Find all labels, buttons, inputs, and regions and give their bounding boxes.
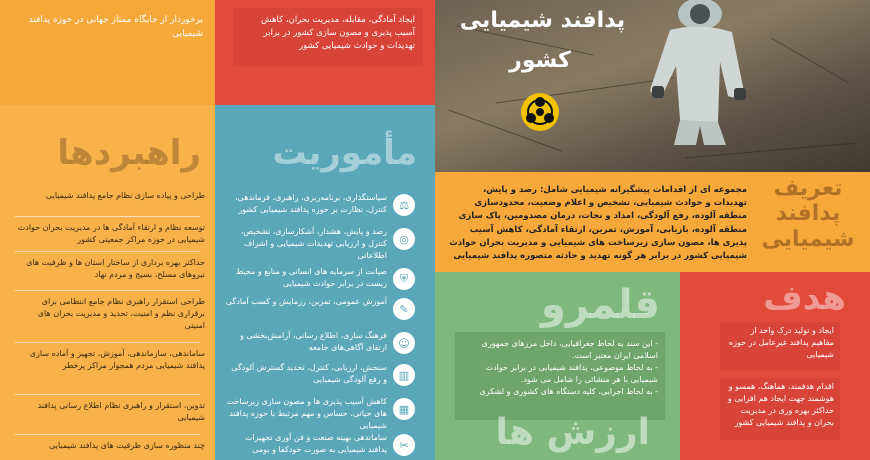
tools-icon: ✂ — [393, 434, 415, 456]
radar-icon: ◎ — [393, 228, 415, 250]
hero-title: پدافند شیمیایی — [459, 8, 626, 33]
strategy-item: حداکثر بهره برداری از ساختار استان ها و ظرفیت های نیروهای مسلح، بسیج و مردم نهاد — [26, 258, 205, 279]
divider — [15, 394, 200, 395]
divider — [15, 251, 200, 252]
goal-item: ایجاد و تولید درک واحد از مفاهیم پدافند غیرعامل در حوزه شیمیایی — [720, 322, 840, 370]
mission-heading: مأموریت — [272, 133, 417, 173]
divider — [15, 216, 200, 217]
chart-icon: ▥ — [393, 364, 415, 386]
training-icon: ✎ — [393, 298, 415, 320]
building-icon: ▦ — [393, 398, 415, 420]
values-heading: ارزش ها — [495, 412, 650, 453]
shield-icon: ⛨ — [393, 268, 415, 290]
mission-statement-box — [233, 8, 423, 66]
strategies-heading: راهبردها — [57, 133, 201, 173]
mission-item: فرهنگ سازی، اطلاع رسانی، آرامش‌بخشی و ارتقای آگاهی‌های جامعه — [239, 331, 387, 352]
goal-item: اقدام هدفمند، هماهنگ، همسو و هوشمند جهت ایجاد هم افزایی و حداکثر بهره وری در مدیریت بحران و پدافند شیمیایی کشور — [720, 378, 840, 440]
definition-panel — [435, 172, 870, 272]
scope-heading: قلمرو — [540, 282, 660, 328]
mission-statement-panel — [215, 0, 435, 105]
definition-heading: تعریف پدافند شیمیایی — [761, 176, 855, 252]
mission-item: آموزش عمومی، تمرین، رزمایش و کسب آمادگی — [225, 297, 387, 306]
strategy-item: طراحی و پیاده سازی نظام جامع پدافند شیمیایی — [45, 191, 205, 200]
strategy-item: توسعه نظام و ارتقاء آمادگی ها در مدیریت بحران حوادث شیمیایی در حوزه مراکز جمعیتی کشور — [17, 223, 205, 244]
mission-item: سنجش، ارزیابی، کنترل، تحدید گسترش آلودگی و رفع آلودگی شیمیایی — [231, 363, 387, 384]
goal-heading: هدف — [763, 278, 846, 318]
gavel-icon: ⚖ — [393, 194, 415, 216]
hero-subtitle: کشور — [509, 48, 571, 73]
mission-statement-text: ایجاد آمادگی، مقابله، مدیریت بحران، کاهش آسیب پذیری و مصون سازی کشور در برابر تهدیدات و حوادث شیمیایی کشور — [261, 15, 415, 52]
mission-item: سیاستگذاری، برنامه‌ریزی، راهبری، فرماندهی، کنترل، نظارت بر حوزه پدافند شیمیایی کشور — [235, 193, 387, 214]
divider — [15, 342, 200, 343]
vision-panel — [0, 0, 215, 105]
strategy-item: تدوین، استقرار و راهبری نظام اطلاع رسانی پدافند شیمیایی — [37, 401, 205, 422]
chemical-hazard-icon — [520, 92, 560, 132]
mission-item: کاهش آسیب پذیری ها و مصون سازی زیرساخت های حیاتی، حساس و مهم مرتبط با حوزه پدافند شیمیایی — [226, 397, 387, 430]
culture-icon: ☺ — [393, 332, 415, 354]
mission-item: صیانت از سرمایه های انسانی و منابع و محیط زیست در برابر حوادث شیمیایی — [235, 267, 387, 288]
scope-text — [462, 338, 658, 398]
vision-text: برخوردار از جایگاه ممتاز جهانی در حوزه پدافند شیمیایی — [28, 15, 203, 39]
hazmat-person-illustration — [640, 0, 760, 150]
mission-item: ساماندهی بهینه صنعت و فن آوری تجهیزات پدافند شیمیایی به صورت خودکفا و بومی — [244, 433, 387, 454]
definition-text: مجموعه ای از اقدامات پیشگیرانه شیمیایی شامل: رصد و پایش، تهدیدات و حوادث شیمیایی، تشخیص و اعلام وضعیت، محدودسازی منطقه آلوده، رفع آلودگی، امداد و نجات، درمان مصدومین، پاک سازی منطقه آلوده، بازیابی، آموزش، تمرین، ارتقاء آمادگی، کاهش آسیب پذیری ها، مصون سازی زیرساخت های شیمیایی و مدیریت بحران حوادث شیمیایی کشور در برابر هر گونه تهدید و حادثه متصوره پدافند شیمیایی — [449, 185, 747, 261]
divider — [15, 434, 200, 435]
strategy-item: چند منظوره سازی ظرفیت های پدافند شیمیایی — [49, 441, 205, 450]
scope-line: - به لحاظ موضوعی، پدافند شیمیایی در برابر حوادث شیمیایی با هر منشائی را شامل می شود. — [485, 363, 658, 384]
mission-item: رصد و پایش، هشدار، آشکارسازی، تشخیص، کنترل و ارزیابی تهدیدات شیمیایی و اشراف اطلاعاتی — [240, 227, 387, 260]
scope-line: - به لحاظ اجرایی، کلیه دستگاه های کشوری و لشکری — [479, 387, 658, 396]
scope-line: - این سند به لحاظ جغرافیایی، داخل مرزهای جمهوری اسلامی ایران معتبر است. — [481, 339, 658, 360]
strategy-item: طراحی استقرار راهبری نظام جامع انتظامی برای برقراری نظم و امنیت، تحدید و مدیریت بحران های امنیتی — [37, 297, 205, 330]
divider — [15, 290, 200, 291]
strategy-item: ساماندهی، سازماندهی، آموزش، تجهیز و آماده سازی پدافند شیمیایی مردم همجوار مراکز پرخطر — [29, 349, 205, 370]
